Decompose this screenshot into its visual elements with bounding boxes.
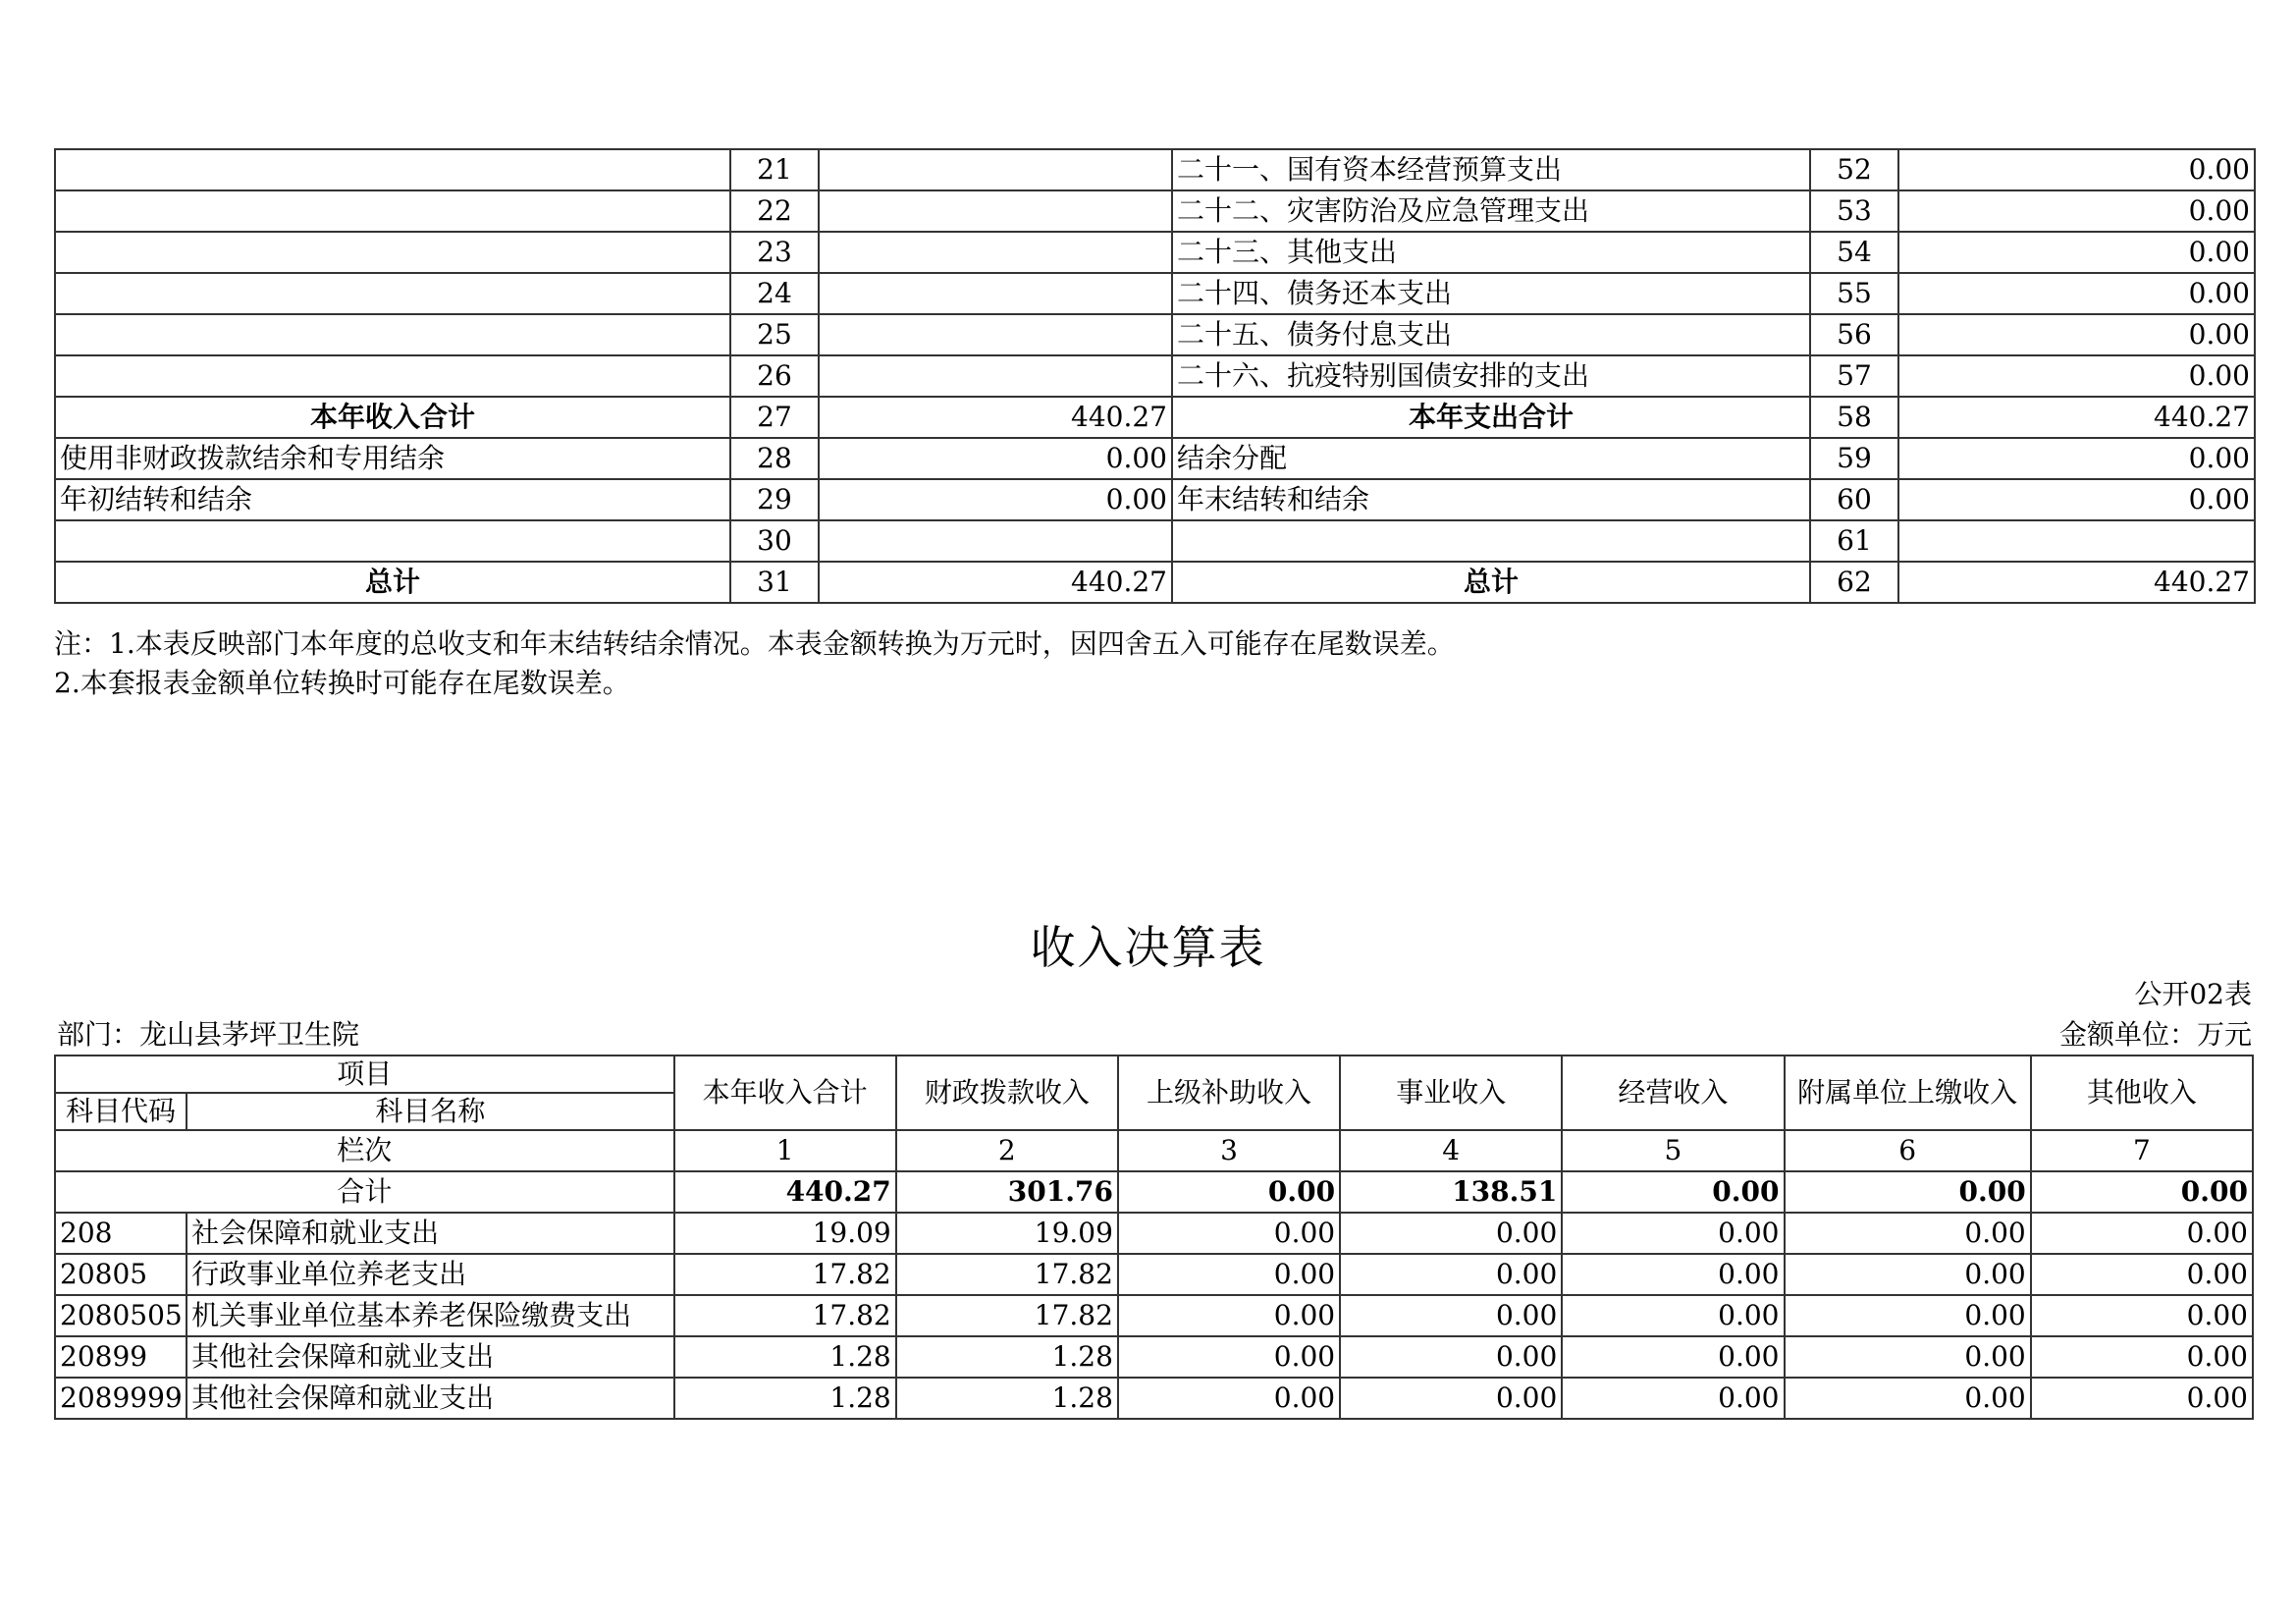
total-value: 0.00 <box>1562 1171 1784 1213</box>
total-value: 138.51 <box>1340 1171 1562 1213</box>
right-item-label: 二十五、债务付息支出 <box>1172 314 1810 355</box>
total-value: 0.00 <box>1118 1171 1340 1213</box>
amount-cell: 0.00 <box>2031 1254 2253 1295</box>
amount-cell: 17.82 <box>896 1254 1118 1295</box>
amount-cell: 0.00 <box>1340 1378 1562 1419</box>
summary-row <box>55 438 2255 479</box>
right-item-value: 440.27 <box>1898 397 2255 438</box>
amount-cell: 0.00 <box>1340 1336 1562 1378</box>
summary-table <box>54 148 2256 604</box>
right-item-value: 0.00 <box>1898 273 2255 314</box>
table-row <box>55 1254 2253 1295</box>
header-col-2: 财政拨款收入 <box>896 1056 1118 1130</box>
amount-cell: 0.00 <box>2031 1378 2253 1419</box>
amount-cell: 0.00 <box>1562 1295 1784 1336</box>
left-item-label <box>55 232 730 273</box>
amount-cell: 17.82 <box>674 1254 896 1295</box>
summary-row <box>55 149 2255 190</box>
amount-cell: 0.00 <box>1118 1254 1340 1295</box>
amount-cell: 0.00 <box>2031 1295 2253 1336</box>
amount-cell: 17.82 <box>896 1295 1118 1336</box>
summary-row <box>55 273 2255 314</box>
left-item-value: 0.00 <box>819 479 1172 520</box>
right-row-number: 56 <box>1810 314 1898 355</box>
right-item-value: 0.00 <box>1898 232 2255 273</box>
right-item-value: 440.27 <box>1898 562 2255 603</box>
amount-cell: 17.82 <box>674 1295 896 1336</box>
header-col-6: 附属单位上缴收入 <box>1785 1056 2031 1130</box>
column-number-row <box>55 1130 2253 1171</box>
amount-cell: 0.00 <box>1118 1213 1340 1254</box>
amount-cell: 0.00 <box>1118 1378 1340 1419</box>
column-number: 3 <box>1118 1130 1340 1171</box>
right-item-value: 0.00 <box>1898 190 2255 232</box>
header-row-project <box>55 1056 2253 1093</box>
note-line-1: 注：1.本表反映部门本年度的总收支和年末结转结余情况。本表金额转换为万元时，因四舍五入可能存在尾数误差。 <box>54 627 1455 660</box>
right-item-value: 0.00 <box>1898 149 2255 190</box>
right-row-number: 54 <box>1810 232 1898 273</box>
left-row-number: 23 <box>730 232 819 273</box>
right-item-label: 年末结转和结余 <box>1172 479 1810 520</box>
summary-row <box>55 232 2255 273</box>
amount-cell: 0.00 <box>1340 1295 1562 1336</box>
right-row-number: 61 <box>1810 520 1898 562</box>
header-code: 科目代码 <box>55 1093 187 1130</box>
summary-row <box>55 562 2255 603</box>
right-item-label: 二十六、抗疫特别国债安排的支出 <box>1172 355 1810 397</box>
right-row-number: 60 <box>1810 479 1898 520</box>
subject-code: 208 <box>55 1213 187 1254</box>
right-row-number: 62 <box>1810 562 1898 603</box>
total-row <box>55 1171 2253 1213</box>
row-label: 栏次 <box>55 1130 674 1171</box>
right-item-label: 总计 <box>1172 562 1810 603</box>
left-item-value <box>819 190 1172 232</box>
header-col-7: 其他收入 <box>2031 1056 2253 1130</box>
amount-cell: 19.09 <box>674 1213 896 1254</box>
left-item-label: 年初结转和结余 <box>55 479 730 520</box>
amount-cell: 1.28 <box>674 1336 896 1378</box>
left-item-value <box>819 149 1172 190</box>
left-item-value <box>819 520 1172 562</box>
right-row-number: 59 <box>1810 438 1898 479</box>
amount-cell: 0.00 <box>1562 1378 1784 1419</box>
left-item-label <box>55 190 730 232</box>
amount-cell: 0.00 <box>2031 1336 2253 1378</box>
table-row <box>55 1378 2253 1419</box>
column-number: 4 <box>1340 1130 1562 1171</box>
subject-name: 其他社会保障和就业支出 <box>187 1336 673 1378</box>
amount-cell: 1.28 <box>674 1378 896 1419</box>
right-item-value <box>1898 520 2255 562</box>
amount-cell: 0.00 <box>1785 1295 2031 1336</box>
total-value: 0.00 <box>2031 1171 2253 1213</box>
left-row-number: 26 <box>730 355 819 397</box>
total-value: 301.76 <box>896 1171 1118 1213</box>
right-item-label: 二十四、债务还本支出 <box>1172 273 1810 314</box>
amount-cell: 19.09 <box>896 1213 1118 1254</box>
income-table-title: 收入决算表 <box>1030 921 1266 974</box>
amount-cell: 0.00 <box>1785 1254 2031 1295</box>
left-row-number: 24 <box>730 273 819 314</box>
summary-row <box>55 479 2255 520</box>
subject-code: 2089999 <box>55 1378 187 1419</box>
header-col-3: 上级补助收入 <box>1118 1056 1340 1130</box>
column-number: 6 <box>1785 1130 2031 1171</box>
left-item-label <box>55 273 730 314</box>
header-col-1: 本年收入合计 <box>674 1056 896 1130</box>
table-row <box>55 1295 2253 1336</box>
subject-name: 社会保障和就业支出 <box>187 1213 673 1254</box>
left-row-number: 30 <box>730 520 819 562</box>
left-item-value: 440.27 <box>819 562 1172 603</box>
subject-name: 机关事业单位基本养老保险缴费支出 <box>187 1295 673 1336</box>
left-item-value <box>819 273 1172 314</box>
column-number: 2 <box>896 1130 1118 1171</box>
amount-cell: 0.00 <box>1785 1378 2031 1419</box>
left-item-value <box>819 314 1172 355</box>
amount-cell: 0.00 <box>1562 1254 1784 1295</box>
right-item-label: 二十一、国有资本经营预算支出 <box>1172 149 1810 190</box>
subject-code: 20805 <box>55 1254 187 1295</box>
department-label: 部门：龙山县茅坪卫生院 <box>57 1018 360 1051</box>
income-table-body <box>55 1056 2253 1419</box>
amount-cell: 0.00 <box>1340 1254 1562 1295</box>
amount-cell: 0.00 <box>1118 1295 1340 1336</box>
amount-cell: 1.28 <box>896 1378 1118 1419</box>
amount-unit-label: 金额单位：万元 <box>2058 1018 2252 1051</box>
subject-code: 2080505 <box>55 1295 187 1336</box>
left-row-number: 21 <box>730 149 819 190</box>
right-item-value: 0.00 <box>1898 438 2255 479</box>
summary-row <box>55 520 2255 562</box>
summary-row <box>55 355 2255 397</box>
left-row-number: 29 <box>730 479 819 520</box>
left-item-value <box>819 232 1172 273</box>
right-row-number: 52 <box>1810 149 1898 190</box>
amount-cell: 0.00 <box>2031 1213 2253 1254</box>
summary-row <box>55 397 2255 438</box>
amount-cell: 0.00 <box>1118 1336 1340 1378</box>
amount-cell: 0.00 <box>1562 1336 1784 1378</box>
amount-cell: 0.00 <box>1785 1213 2031 1254</box>
subject-name: 行政事业单位养老支出 <box>187 1254 673 1295</box>
left-item-label <box>55 149 730 190</box>
amount-cell: 0.00 <box>1340 1213 1562 1254</box>
right-item-label: 结余分配 <box>1172 438 1810 479</box>
subject-code: 20899 <box>55 1336 187 1378</box>
table-row <box>55 1336 2253 1378</box>
left-item-value: 0.00 <box>819 438 1172 479</box>
right-row-number: 58 <box>1810 397 1898 438</box>
header-col-4: 事业收入 <box>1340 1056 1562 1130</box>
left-item-label: 总计 <box>55 562 730 603</box>
right-row-number: 55 <box>1810 273 1898 314</box>
amount-cell: 0.00 <box>1785 1336 2031 1378</box>
right-item-label: 本年支出合计 <box>1172 397 1810 438</box>
left-item-label: 本年收入合计 <box>55 397 730 438</box>
table-row <box>55 1213 2253 1254</box>
right-item-label <box>1172 520 1810 562</box>
left-item-value <box>819 355 1172 397</box>
header-col-5: 经营收入 <box>1562 1056 1784 1130</box>
left-item-value: 440.27 <box>819 397 1172 438</box>
right-item-label: 二十三、其他支出 <box>1172 232 1810 273</box>
left-item-label <box>55 355 730 397</box>
header-name: 科目名称 <box>187 1093 673 1130</box>
left-item-label <box>55 520 730 562</box>
left-item-label <box>55 314 730 355</box>
subject-name: 其他社会保障和就业支出 <box>187 1378 673 1419</box>
total-label: 合计 <box>55 1171 674 1213</box>
left-row-number: 25 <box>730 314 819 355</box>
total-value: 0.00 <box>1785 1171 2031 1213</box>
form-code: 公开02表 <box>2134 978 2252 1010</box>
left-row-number: 22 <box>730 190 819 232</box>
right-item-value: 0.00 <box>1898 355 2255 397</box>
header-project: 项目 <box>55 1056 674 1093</box>
left-row-number: 28 <box>730 438 819 479</box>
right-item-value: 0.00 <box>1898 479 2255 520</box>
amount-cell: 1.28 <box>896 1336 1118 1378</box>
right-item-label: 二十二、灾害防治及应急管理支出 <box>1172 190 1810 232</box>
summary-table-body <box>55 149 2255 603</box>
right-item-value: 0.00 <box>1898 314 2255 355</box>
amount-cell: 0.00 <box>1562 1213 1784 1254</box>
income-table <box>54 1055 2254 1420</box>
left-row-number: 31 <box>730 562 819 603</box>
right-row-number: 53 <box>1810 190 1898 232</box>
left-row-number: 27 <box>730 397 819 438</box>
right-row-number: 57 <box>1810 355 1898 397</box>
column-number: 5 <box>1562 1130 1784 1171</box>
column-number: 1 <box>674 1130 896 1171</box>
note-line-2: 2.本套报表金额单位转换时可能存在尾数误差。 <box>54 667 630 699</box>
summary-row <box>55 314 2255 355</box>
summary-row <box>55 190 2255 232</box>
column-number: 7 <box>2031 1130 2253 1171</box>
left-item-label: 使用非财政拨款结余和专用结余 <box>55 438 730 479</box>
total-value: 440.27 <box>674 1171 896 1213</box>
